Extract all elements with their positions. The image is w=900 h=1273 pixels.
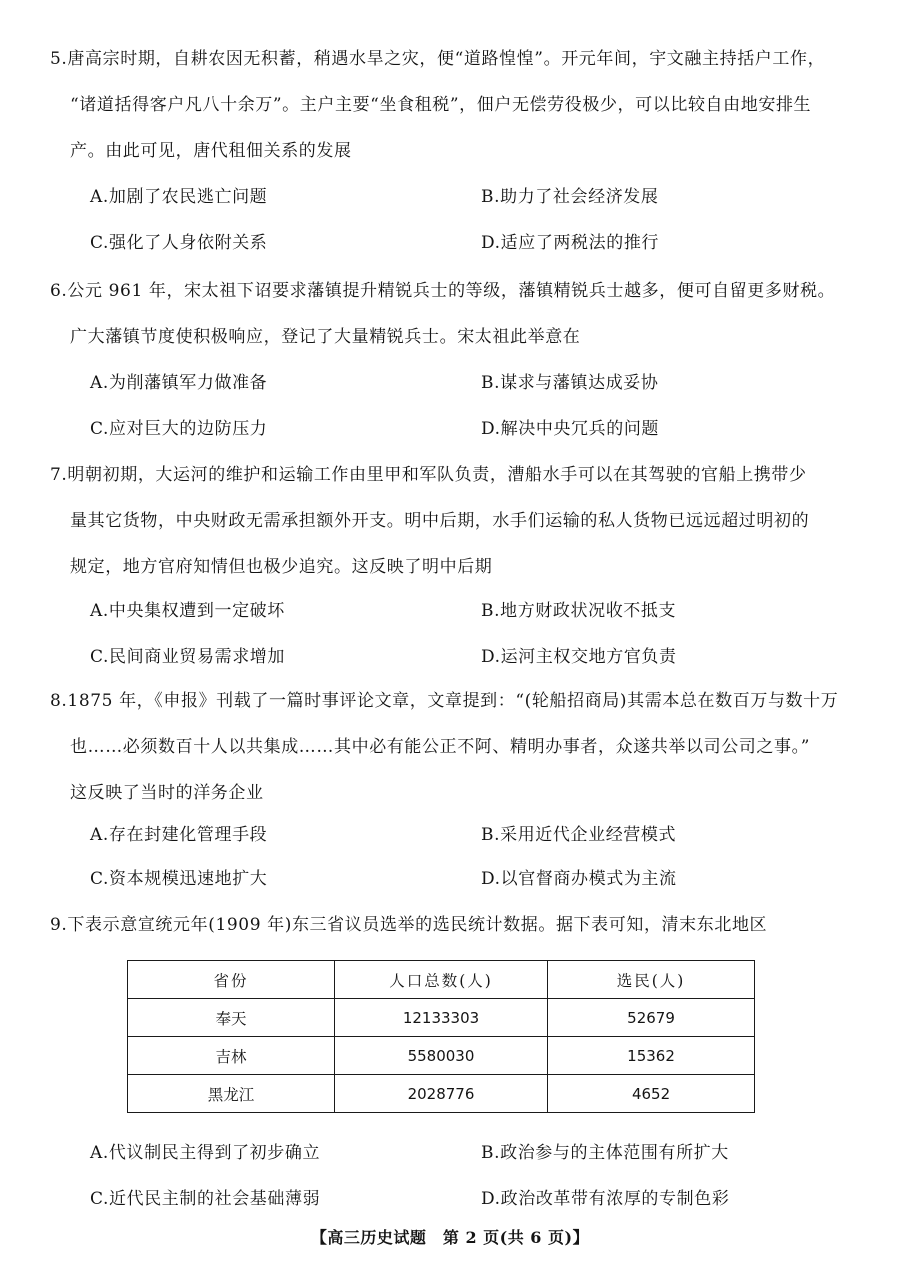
- table-header-province: 省份: [128, 961, 335, 999]
- table-cell-province: 奉天: [128, 999, 335, 1037]
- question-5-stem-line-2: “诸道括得客户凡八十余万”。主户主要“坐食租税”，佃户无偿劳役极少，可以比较自由地安排生: [70, 95, 812, 115]
- question-6-stem-line-1: 6.公元 961 年，宋太祖下诏要求藩镇提升精锐兵士的等级，藩镇精锐兵士越多，便可自留更多财税。: [50, 281, 836, 301]
- table-header-voters: 选民(人): [548, 961, 755, 999]
- question-9-option-a: A.代议制民主得到了初步确立: [90, 1143, 321, 1163]
- question-5-stem-line-1: 5.唐高宗时期，自耕农因无积蓄，稍遇水旱之灾，便“道路惶惶”。开元年间，宇文融主持括户工作，: [50, 49, 826, 69]
- table-row: [128, 999, 755, 1037]
- question-8-option-d: D.以官督商办模式为主流: [481, 869, 677, 889]
- question-9-option-c: C.近代民主制的社会基础薄弱: [90, 1189, 321, 1209]
- table-cell-population: 2028776: [334, 1075, 547, 1113]
- question-6-option-b: B.谋求与藩镇达成妥协: [481, 373, 659, 393]
- question-5-option-d: D.适应了两税法的推行: [481, 233, 660, 253]
- question-8-option-b: B.采用近代企业经营模式: [481, 825, 677, 845]
- question-8-option-c: C.资本规模迅速地扩大: [90, 869, 268, 889]
- question-6-option-c: C.应对巨大的边防压力: [90, 419, 268, 439]
- table-cell-province: 吉林: [128, 1037, 335, 1075]
- table-cell-province: 黑龙江: [128, 1075, 335, 1113]
- question-6-option-a: A.为削藩镇军力做准备: [90, 373, 268, 393]
- question-7-option-c: C.民间商业贸易需求增加: [90, 647, 286, 667]
- table-cell-population: 12133303: [334, 999, 547, 1037]
- question-8-stem-line-3: 这反映了当时的洋务企业: [70, 783, 264, 803]
- table-cell-voters: 4652: [548, 1075, 755, 1113]
- voter-statistics-table: [127, 960, 755, 1113]
- question-7-option-b: B.地方财政状况收不抵支: [481, 601, 677, 621]
- question-7-stem-line-1: 7.明朝初期，大运河的维护和运输工作由里甲和军队负责，漕船水手可以在其驾驶的官船上携带少: [50, 465, 807, 485]
- question-8-option-a: A.存在封建化管理手段: [90, 825, 268, 845]
- question-7-stem-line-2: 量其它货物，中央财政无需承担额外开支。明中后期，水手们运输的私人货物已远远超过明初的: [70, 511, 810, 531]
- question-5-option-b: B.助力了社会经济发展: [481, 187, 659, 207]
- table-cell-population: 5580030: [334, 1037, 547, 1075]
- question-6-stem-line-2: 广大藩镇节度使积极响应，登记了大量精锐兵士。宋太祖此举意在: [70, 327, 581, 347]
- table-row: [128, 1075, 755, 1113]
- table-cell-voters: 15362: [548, 1037, 755, 1075]
- question-7-option-a: A.中央集权遭到一定破坏: [90, 601, 285, 621]
- question-8-stem-line-1: 8.1875 年，《申报》刊载了一篇时事评论文章，文章提到：“(轮船招商局)其需本总在数百万与数十万: [50, 691, 839, 711]
- question-6-option-d: D.解决中央冗兵的问题: [481, 419, 660, 439]
- question-8-stem-line-2: 也……必须数百十人以共集成……其中必有能公正不阿、精明办事者，众遂共举以司公司之事。”: [70, 737, 810, 757]
- question-9-stem-line-1: 9.下表示意宣统元年(1909 年)东三省议员选举的选民统计数据。据下表可知，清末东北地区: [50, 915, 768, 935]
- question-9-option-b: B.政治参与的主体范围有所扩大: [481, 1143, 729, 1163]
- question-5-stem-line-3: 产。由此可见，唐代租佃关系的发展: [70, 141, 352, 161]
- question-7-stem-line-3: 规定，地方官府知情但也极少追究。这反映了明中后期: [70, 557, 493, 577]
- question-7-option-d: D.运河主权交地方官负责: [481, 647, 677, 667]
- table-header-row: [128, 961, 755, 999]
- table-cell-voters: 52679: [548, 999, 755, 1037]
- question-5-option-c: C.强化了人身依附关系: [90, 233, 268, 253]
- table-row: [128, 1037, 755, 1075]
- table-header-population: 人口总数(人): [334, 961, 547, 999]
- page-footer: 【高三历史试题 第 2 页(共 6 页)】: [310, 1228, 590, 1247]
- question-9-option-d: D.政治改革带有浓厚的专制色彩: [481, 1189, 730, 1209]
- question-5-option-a: A.加剧了农民逃亡问题: [90, 187, 268, 207]
